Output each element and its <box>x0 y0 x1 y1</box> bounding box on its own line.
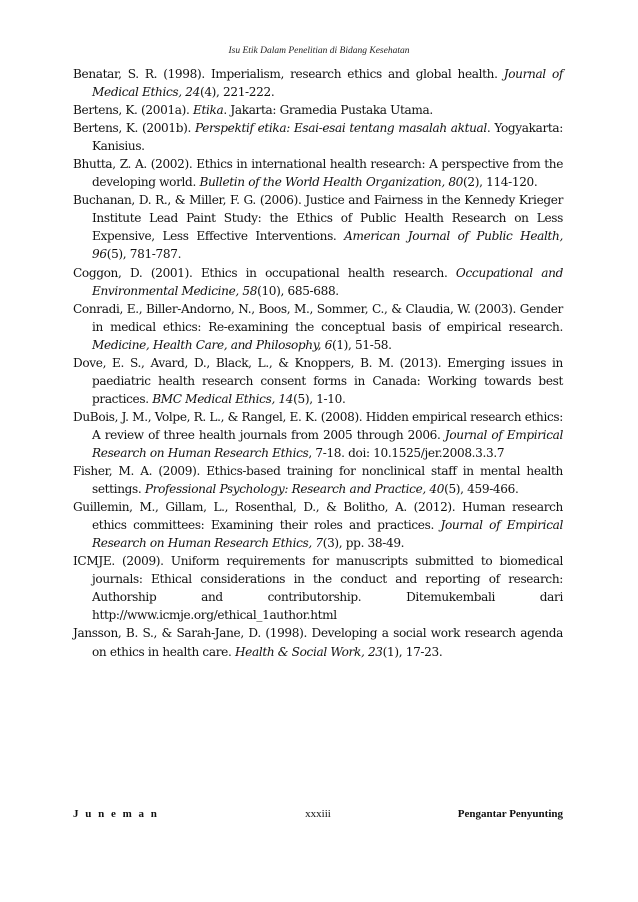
reference-text: Dove, E. S., Avard, D., Black, L., & Knoppers, B. M. (2013). Emerging issues in paediatric health research consent forms in Canada: Working towards best practices. <box>73 355 563 406</box>
reference-entry <box>73 119 563 155</box>
reference-text: ICMJE. (2009). Uniform requirements for manuscripts submitted to biomedical journals: Ethical considerations in the conduct and reporting of research: Authorship and contributorship. Ditemukembali dari http://www.icmje.org/ethical_1author.html <box>73 554 563 623</box>
reference-text: Buchanan, D. R., & Miller, F. G. (2006). Justice and Fairness in the Kennedy Krieger Institute Lead Paint Study: the Ethics of Public Health Research on Less Expensive, Less Effective Interventions. <box>73 193 563 244</box>
reference-text: Guillemin, M., Gillam, L., Rosenthal, D., & Bolitho, A. (2012). Human research ethics committees: Examining their roles and practices. <box>73 500 563 533</box>
reference-details: (1), 17-23. <box>382 644 443 659</box>
reference-source: Perspektif etika: Esai-esai tentang masalah aktual <box>194 121 487 136</box>
reference-source: Etika <box>193 103 224 118</box>
reference-source: Bulletin of the World Health Organization, 80 <box>199 175 464 190</box>
reference-source: American Journal of Public Health, 96 <box>92 229 563 262</box>
reference-text: Conradi, E., Biller-Andorno, N., Boos, M., Sommer, C., & Claudia, W. (2003). Gender in medical ethics: Re-examining the conceptual basis of empirical research. <box>73 301 563 334</box>
reference-entry <box>73 498 563 552</box>
reference-entry <box>73 155 563 191</box>
reference-details: (1), 51-58. <box>331 337 392 352</box>
page-number: xxxiii <box>305 808 331 820</box>
reference-entry <box>73 300 563 354</box>
reference-details: (5), 459-466. <box>444 482 519 497</box>
reference-text: Bertens, K. (2001b). <box>73 121 195 136</box>
reference-details: (5), 781-787. <box>106 247 182 262</box>
reference-source: Health & Social Work, 23 <box>234 644 383 659</box>
reference-entry <box>73 408 563 462</box>
reference-source: BMC Medical Ethics, 14 <box>152 391 294 406</box>
reference-entry <box>73 101 563 119</box>
reference-details: (10), 685-688. <box>257 283 339 298</box>
reference-entry <box>73 354 563 408</box>
reference-entry <box>73 264 563 300</box>
reference-text: Bhutta, Z. A. (2002). Ethics in international health research: A perspective from the developing world. <box>73 157 563 190</box>
reference-text: Coggon, D. (2001). Ethics in occupational health research. <box>73 265 456 280</box>
footer-section-title: Pengantar Penyunting <box>457 808 563 820</box>
reference-source: Professional Psychology: Research and Practice, 40 <box>144 482 445 497</box>
footer-author: J u n e m a n <box>73 808 159 820</box>
reference-entry <box>73 462 563 498</box>
reference-source: Medicine, Health Care, and Philosophy, 6 <box>92 337 332 352</box>
reference-details: (5), 1-10. <box>293 391 346 406</box>
reference-details: (2), 114-120. <box>463 175 538 190</box>
reference-text: Bertens, K. (2001a). <box>73 103 194 118</box>
reference-details: (3), pp. 38-49. <box>322 536 405 551</box>
reference-details: . Jakarta: Gramedia Pustaka Utama. <box>223 103 433 118</box>
reference-text: Benatar, S. R. (1998). Imperialism, research ethics and global health. <box>73 67 504 81</box>
reference-details: , 7-18. doi: 10.1525/jer.2008.3.3.7 <box>308 445 505 460</box>
reference-entry <box>73 552 563 624</box>
reference-list <box>73 65 563 661</box>
reference-details: . Yogyakarta: Kanisius. <box>92 121 563 154</box>
reference-entry <box>73 191 563 263</box>
reference-entry <box>73 65 563 101</box>
reference-text: Jansson, B. S., & Sarah-Jane, D. (1998). Developing a social work research agenda on ethics in health care. <box>73 626 563 659</box>
reference-details: (4), 221-222. <box>199 85 275 100</box>
reference-source: Journal of Empirical Research on Human Research Ethics <box>92 427 564 460</box>
reference-text: DuBois, J. M., Volpe, R. L., & Rangel, E. K. (2008). Hidden empirical research ethics: A review of three health journals from 2005 through 2006. <box>73 409 563 442</box>
reference-source: Journal of Medical Ethics, 24 <box>92 67 563 100</box>
running-header: Isu Etik Dalam Penelitian di Bidang Kesehatan <box>228 46 410 56</box>
reference-text: Fisher, M. A. (2009). Ethics-based training for nonclinical staff in mental health settings. <box>73 464 563 497</box>
reference-source: Occupational and Environmental Medicine, 58 <box>92 265 563 298</box>
reference-source: Journal of Empirical Research on Human Research Ethics, 7 <box>92 518 563 551</box>
page-footer <box>73 808 563 826</box>
reference-entry <box>73 624 563 660</box>
